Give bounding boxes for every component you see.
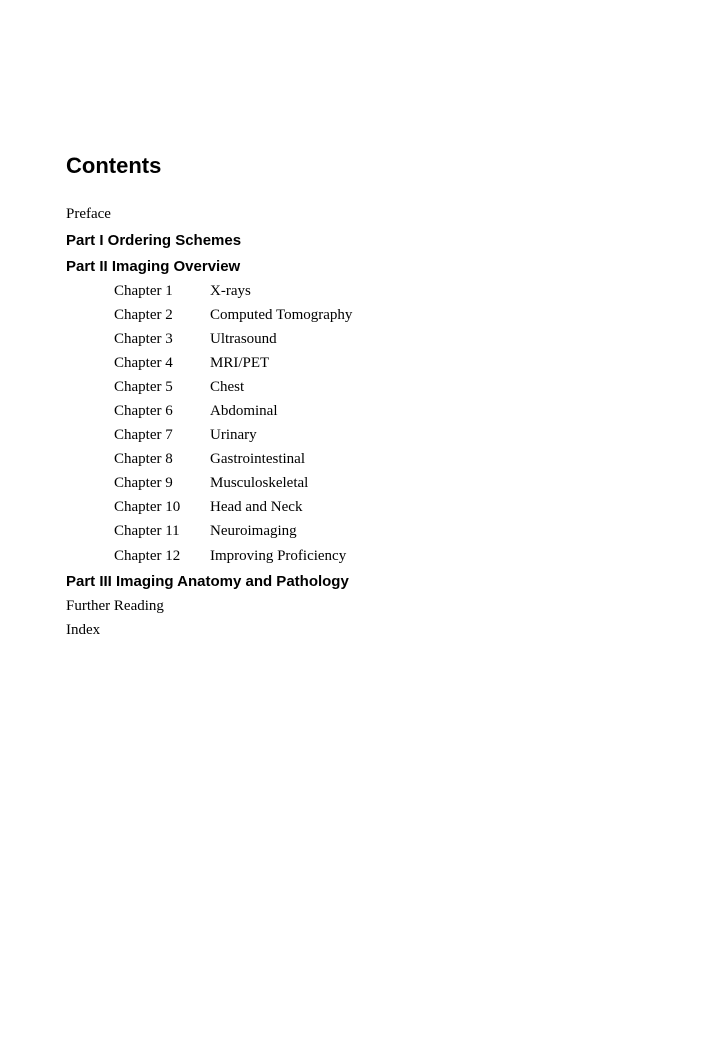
- toc-item-preface[interactable]: [66, 201, 666, 227]
- chapter-title[interactable]: X-rays: [210, 282, 251, 299]
- chapter-number[interactable]: Chapter 4: [114, 354, 173, 371]
- chapter-title[interactable]: Ultrasound: [210, 330, 277, 347]
- chapter-title[interactable]: Computed Tomography: [210, 306, 353, 323]
- toc-chapter[interactable]: [66, 399, 666, 423]
- chapter-number[interactable]: Chapter 12: [114, 547, 181, 564]
- chapter-number[interactable]: Chapter 6: [114, 402, 173, 419]
- chapter-title[interactable]: Abdominal: [210, 402, 278, 419]
- toc-item-further-reading[interactable]: [66, 594, 666, 618]
- toc-label[interactable]: Part II Imaging Overview: [66, 258, 241, 275]
- chapter-title[interactable]: Neuroimaging: [210, 522, 297, 539]
- chapter-number[interactable]: Chapter 8: [114, 450, 173, 467]
- chapter-title[interactable]: MRI/PET: [210, 354, 270, 371]
- chapter-number[interactable]: Chapter 10: [114, 498, 181, 515]
- toc-chapter[interactable]: [66, 471, 666, 495]
- chapter-title[interactable]: Chest: [210, 378, 245, 395]
- table-of-contents: [66, 201, 666, 642]
- toc-item-index[interactable]: [66, 618, 666, 642]
- toc-chapter[interactable]: [66, 543, 666, 569]
- toc-chapter[interactable]: [66, 447, 666, 471]
- chapter-title[interactable]: Gastrointestinal: [210, 450, 305, 467]
- toc-chapter[interactable]: [66, 351, 666, 375]
- toc-chapter[interactable]: [66, 375, 666, 399]
- chapter-number[interactable]: Chapter 1: [114, 282, 173, 299]
- toc-chapter[interactable]: [66, 519, 666, 543]
- chapter-number[interactable]: Chapter 2: [114, 306, 173, 323]
- toc-label[interactable]: Preface: [66, 205, 111, 222]
- chapter-number[interactable]: Chapter 9: [114, 474, 173, 491]
- chapter-title[interactable]: Improving Proficiency: [210, 547, 347, 564]
- toc-label[interactable]: Further Reading: [66, 597, 164, 614]
- chapter-list: [66, 279, 666, 569]
- chapter-number[interactable]: Chapter 11: [114, 522, 180, 539]
- toc-chapter[interactable]: [66, 327, 666, 351]
- chapter-number[interactable]: Chapter 3: [114, 330, 173, 347]
- page-title: Contents: [66, 153, 162, 178]
- toc-chapter[interactable]: [66, 279, 666, 303]
- toc-part-1[interactable]: [66, 227, 666, 254]
- chapter-title[interactable]: Head and Neck: [210, 498, 303, 515]
- toc-label[interactable]: Part I Ordering Schemes: [66, 232, 242, 249]
- toc-chapter[interactable]: [66, 423, 666, 447]
- chapter-title[interactable]: Urinary: [210, 426, 257, 443]
- chapter-number[interactable]: Chapter 7: [114, 426, 173, 443]
- chapter-number[interactable]: Chapter 5: [114, 378, 173, 395]
- toc-part-3[interactable]: [66, 569, 666, 594]
- toc-part-2[interactable]: [66, 254, 666, 279]
- toc-label[interactable]: Index: [66, 621, 101, 638]
- toc-chapter[interactable]: [66, 303, 666, 327]
- chapter-title[interactable]: Musculoskeletal: [210, 474, 309, 491]
- toc-label[interactable]: Part III Imaging Anatomy and Pathology: [66, 573, 349, 590]
- toc-chapter[interactable]: [66, 495, 666, 519]
